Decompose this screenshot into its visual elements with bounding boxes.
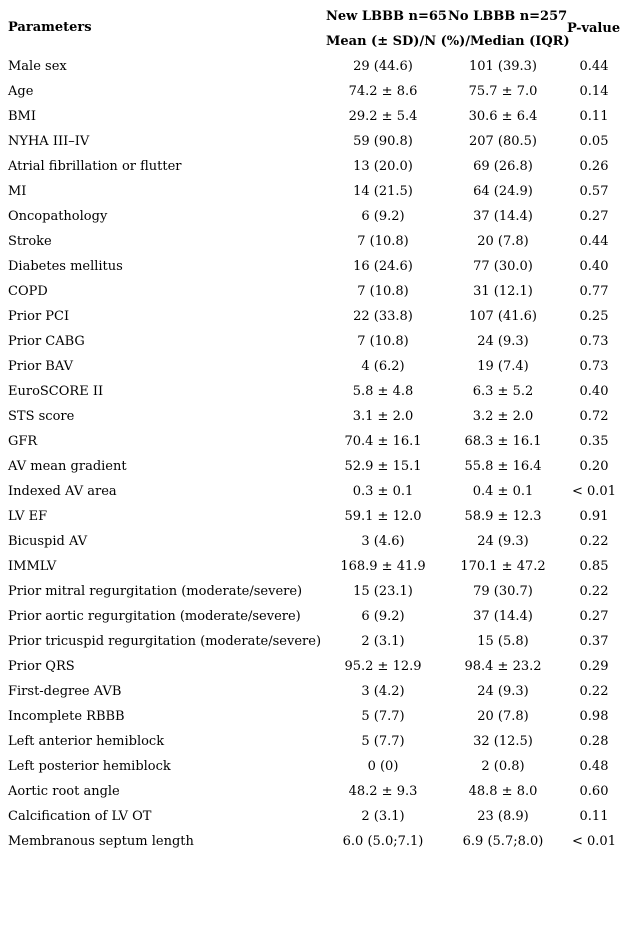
row-parameter: Prior tricuspid regurgitation (moderate/severe)	[8, 634, 322, 649]
row-p-value: 0.44	[579, 234, 609, 249]
row-parameter: First-degree AVB	[8, 684, 122, 699]
row-p-value: 0.05	[579, 134, 609, 149]
row-p-value: 0.14	[579, 84, 609, 99]
row-no-lbbb-value: 37 (14.4)	[473, 209, 533, 224]
row-no-lbbb-value: 207 (80.5)	[468, 134, 538, 149]
table-row	[0, 482, 631, 507]
row-new-lbbb-value: 4 (6.2)	[361, 359, 405, 374]
table-row	[0, 507, 631, 532]
table-row	[0, 432, 631, 457]
table-row	[0, 232, 631, 257]
table-row	[0, 807, 631, 832]
row-no-lbbb-value: 20 (7.8)	[477, 234, 529, 249]
row-parameter: Prior CABG	[8, 334, 85, 349]
table-row	[0, 757, 631, 782]
row-new-lbbb-value: 2 (3.1)	[361, 634, 405, 649]
row-p-value: 0.40	[579, 259, 609, 274]
row-no-lbbb-value: 48.8 ± 8.0	[468, 784, 538, 799]
row-no-lbbb-value: 107 (41.6)	[468, 309, 538, 324]
row-no-lbbb-value: 98.4 ± 23.2	[464, 659, 542, 674]
table-row	[0, 157, 631, 182]
row-p-value: 0.91	[579, 509, 609, 524]
row-parameter: Aortic root angle	[8, 784, 120, 799]
row-parameter: Prior BAV	[8, 359, 73, 374]
row-no-lbbb-value: 31 (12.1)	[473, 284, 533, 299]
row-parameter: Incomplete RBBB	[8, 709, 125, 724]
row-new-lbbb-value: 3 (4.2)	[361, 684, 405, 699]
row-new-lbbb-value: 29.2 ± 5.4	[348, 109, 418, 124]
header-p-value: P-value	[567, 21, 621, 36]
row-new-lbbb-value: 52.9 ± 15.1	[344, 459, 422, 474]
row-p-value: 0.29	[579, 659, 609, 674]
row-no-lbbb-value: 24 (9.3)	[477, 684, 529, 699]
row-no-lbbb-value: 58.9 ± 12.3	[464, 509, 542, 524]
row-parameter: IMMLV	[8, 559, 57, 574]
row-new-lbbb-value: 5.8 ± 4.8	[352, 384, 414, 399]
row-new-lbbb-value: 7 (10.8)	[357, 334, 409, 349]
row-p-value: 0.40	[579, 384, 609, 399]
row-new-lbbb-value: 15 (23.1)	[353, 584, 413, 599]
table-row	[0, 332, 631, 357]
row-p-value: 0.73	[579, 334, 609, 349]
row-parameter: Age	[8, 84, 34, 99]
row-parameter: Prior QRS	[8, 659, 75, 674]
row-new-lbbb-value: 29 (44.6)	[353, 59, 413, 74]
table-body	[0, 57, 631, 857]
row-parameter: AV mean gradient	[8, 459, 127, 474]
table-row	[0, 282, 631, 307]
row-p-value: < 0.01	[572, 834, 616, 849]
table-row	[0, 532, 631, 557]
header-no-lbbb: No LBBB n=257	[448, 9, 568, 24]
row-parameter: STS score	[8, 409, 75, 424]
row-parameter: Prior mitral regurgitation (moderate/severe)	[8, 584, 303, 599]
table-row	[0, 607, 631, 632]
row-p-value: 0.22	[579, 684, 609, 699]
table-row	[0, 582, 631, 607]
row-parameter: Prior PCI	[8, 309, 70, 324]
row-no-lbbb-value: 79 (30.7)	[473, 584, 533, 599]
row-p-value: 0.20	[579, 459, 609, 474]
row-p-value: 0.11	[579, 809, 609, 824]
table-row	[0, 257, 631, 282]
row-p-value: 0.44	[579, 59, 609, 74]
table-row	[0, 457, 631, 482]
row-parameter: Membranous septum length	[8, 834, 194, 849]
row-p-value: 0.57	[579, 184, 609, 199]
row-p-value: 0.72	[579, 409, 609, 424]
table-row	[0, 782, 631, 807]
row-no-lbbb-value: 77 (30.0)	[473, 259, 533, 274]
row-no-lbbb-value: 69 (26.8)	[473, 159, 533, 174]
row-p-value: 0.11	[579, 109, 609, 124]
table-row	[0, 207, 631, 232]
row-p-value: 0.27	[579, 609, 609, 624]
row-no-lbbb-value: 24 (9.3)	[477, 334, 529, 349]
row-new-lbbb-value: 74.2 ± 8.6	[348, 84, 418, 99]
row-new-lbbb-value: 59 (90.8)	[353, 134, 413, 149]
row-p-value: < 0.01	[572, 484, 616, 499]
row-new-lbbb-value: 95.2 ± 12.9	[344, 659, 422, 674]
row-new-lbbb-value: 5 (7.7)	[361, 709, 405, 724]
row-no-lbbb-value: 6.9 (5.7;8.0)	[462, 834, 544, 849]
row-new-lbbb-value: 168.9 ± 41.9	[340, 559, 426, 574]
row-parameter: MI	[8, 184, 27, 199]
row-parameter: Bicuspid AV	[8, 534, 88, 549]
header-parameters: Parameters	[8, 20, 92, 35]
table-row	[0, 182, 631, 207]
row-p-value: 0.85	[579, 559, 609, 574]
row-no-lbbb-value: 170.1 ± 47.2	[460, 559, 546, 574]
row-parameter: NYHA III–IV	[8, 134, 90, 149]
row-new-lbbb-value: 5 (7.7)	[361, 734, 405, 749]
row-new-lbbb-value: 59.1 ± 12.0	[344, 509, 422, 524]
row-no-lbbb-value: 55.8 ± 16.4	[464, 459, 542, 474]
row-p-value: 0.60	[579, 784, 609, 799]
row-no-lbbb-value: 75.7 ± 7.0	[468, 84, 538, 99]
row-p-value: 0.22	[579, 534, 609, 549]
row-no-lbbb-value: 101 (39.3)	[468, 59, 538, 74]
header-new-lbbb: New LBBB n=65	[326, 9, 447, 24]
row-parameter: Indexed AV area	[8, 484, 117, 499]
table-row	[0, 82, 631, 107]
row-no-lbbb-value: 15 (5.8)	[477, 634, 529, 649]
row-parameter: Calcification of LV OT	[8, 809, 152, 824]
table-row	[0, 57, 631, 82]
row-no-lbbb-value: 64 (24.9)	[473, 184, 533, 199]
row-p-value: 0.37	[579, 634, 609, 649]
row-parameter: COPD	[8, 284, 48, 299]
row-parameter: LV EF	[8, 509, 48, 524]
table-row	[0, 307, 631, 332]
row-parameter: GFR	[8, 434, 38, 449]
row-parameter: Left anterior hemiblock	[8, 734, 165, 749]
row-parameter: EuroSCORE II	[8, 384, 104, 399]
row-new-lbbb-value: 0 (0)	[367, 759, 399, 774]
row-no-lbbb-value: 0.4 ± 0.1	[472, 484, 534, 499]
row-no-lbbb-value: 3.2 ± 2.0	[472, 409, 534, 424]
row-new-lbbb-value: 2 (3.1)	[361, 809, 405, 824]
table-row	[0, 132, 631, 157]
row-p-value: 0.77	[579, 284, 609, 299]
row-p-value: 0.48	[579, 759, 609, 774]
row-new-lbbb-value: 6 (9.2)	[361, 609, 405, 624]
table-row	[0, 107, 631, 132]
row-no-lbbb-value: 32 (12.5)	[473, 734, 533, 749]
row-no-lbbb-value: 30.6 ± 6.4	[468, 109, 538, 124]
table-row	[0, 707, 631, 732]
header-subheader: Mean (± SD)/N (%)/Median (IQR)	[326, 34, 570, 49]
table-row	[0, 832, 631, 857]
row-new-lbbb-value: 3 (4.6)	[361, 534, 405, 549]
table-row	[0, 382, 631, 407]
row-parameter: Diabetes mellitus	[8, 259, 123, 274]
table-row	[0, 682, 631, 707]
table-row	[0, 407, 631, 432]
row-p-value: 0.26	[579, 159, 609, 174]
row-new-lbbb-value: 6.0 (5.0;7.1)	[342, 834, 424, 849]
row-parameter: BMI	[8, 109, 36, 124]
row-new-lbbb-value: 22 (33.8)	[353, 309, 413, 324]
table-row	[0, 357, 631, 382]
row-no-lbbb-value: 20 (7.8)	[477, 709, 529, 724]
row-parameter: Male sex	[8, 59, 67, 74]
row-parameter: Oncopathology	[8, 209, 108, 224]
table-row	[0, 732, 631, 757]
table-row	[0, 657, 631, 682]
row-new-lbbb-value: 7 (10.8)	[357, 284, 409, 299]
row-p-value: 0.98	[579, 709, 609, 724]
row-new-lbbb-value: 14 (21.5)	[353, 184, 413, 199]
row-p-value: 0.28	[579, 734, 609, 749]
row-no-lbbb-value: 2 (0.8)	[481, 759, 525, 774]
row-new-lbbb-value: 6 (9.2)	[361, 209, 405, 224]
row-parameter: Prior aortic regurgitation (moderate/severe)	[8, 609, 301, 624]
row-new-lbbb-value: 48.2 ± 9.3	[348, 784, 418, 799]
row-new-lbbb-value: 70.4 ± 16.1	[344, 434, 422, 449]
row-new-lbbb-value: 16 (24.6)	[353, 259, 413, 274]
row-no-lbbb-value: 23 (8.9)	[477, 809, 529, 824]
row-no-lbbb-value: 24 (9.3)	[477, 534, 529, 549]
row-p-value: 0.25	[579, 309, 609, 324]
row-p-value: 0.22	[579, 584, 609, 599]
row-no-lbbb-value: 37 (14.4)	[473, 609, 533, 624]
row-p-value: 0.73	[579, 359, 609, 374]
row-no-lbbb-value: 68.3 ± 16.1	[464, 434, 542, 449]
row-parameter: Left posterior hemiblock	[8, 759, 171, 774]
row-new-lbbb-value: 0.3 ± 0.1	[352, 484, 414, 499]
table-row	[0, 632, 631, 657]
row-parameter: Atrial fibrillation or flutter	[8, 159, 182, 174]
row-new-lbbb-value: 3.1 ± 2.0	[352, 409, 414, 424]
row-p-value: 0.35	[579, 434, 609, 449]
row-new-lbbb-value: 13 (20.0)	[353, 159, 413, 174]
row-parameter: Stroke	[8, 234, 52, 249]
row-p-value: 0.27	[579, 209, 609, 224]
row-no-lbbb-value: 6.3 ± 5.2	[472, 384, 534, 399]
row-new-lbbb-value: 7 (10.8)	[357, 234, 409, 249]
table-row	[0, 557, 631, 582]
row-no-lbbb-value: 19 (7.4)	[477, 359, 529, 374]
